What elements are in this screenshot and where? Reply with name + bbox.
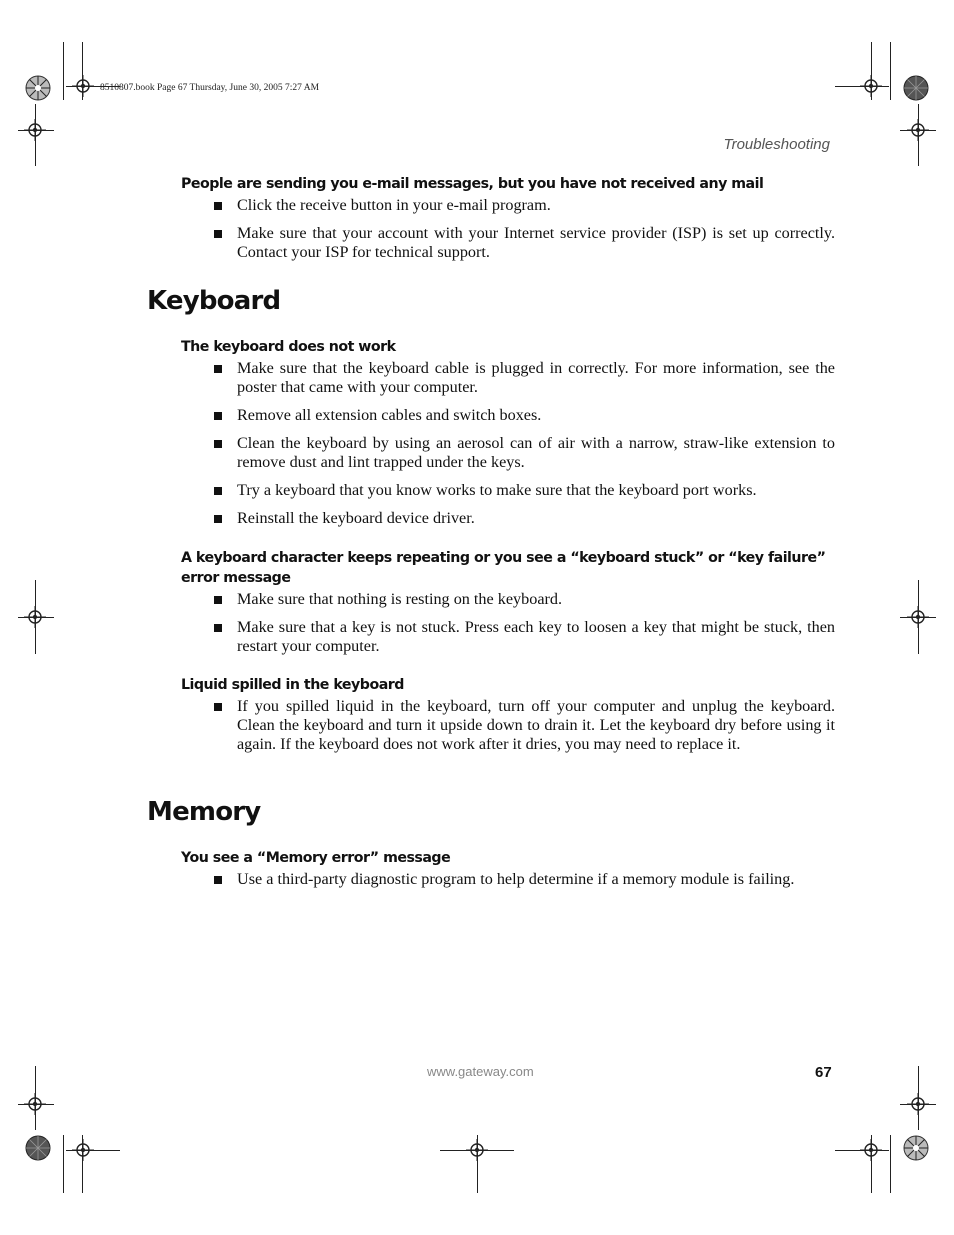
bullet-icon [214, 596, 222, 604]
bullet-icon [214, 230, 222, 238]
registration-crosshair-icon [24, 606, 46, 628]
registration-crosshair-icon [860, 75, 882, 97]
list-item-text: Make sure that the keyboard cable is plugged in correctly. For more information, see the poster that came with your computer. [237, 359, 835, 396]
crop-line [63, 1135, 64, 1193]
list-item-text: If you spilled liquid in the keyboard, turn off your computer and unplug the keyboard. Clean the keyboard and turn it upside down to drain it. Let the keyboard dry before using it again. If the keyboard does not work after it dries, you may need to replace it. [237, 697, 835, 753]
page-number: 67 [815, 1064, 832, 1081]
running-head: Troubleshooting [723, 136, 830, 153]
email-heading: People are sending you e-mail messages, but you have not received any mail [181, 176, 764, 192]
list-item [213, 406, 835, 425]
print-slug: 8510807.book Page 67 Thursday, June 30, 2005 7:27 AM [100, 83, 320, 93]
registration-crosshair-icon [72, 75, 94, 97]
list-item-text: Make sure that a key is not stuck. Press each key to loosen a key that might be stuck, then restart your computer. [237, 618, 835, 655]
crop-line [890, 42, 891, 100]
list-item-text: Make sure that nothing is resting on the keyboard. [237, 590, 563, 608]
bullet-icon [214, 202, 222, 210]
email-bullet-list [213, 196, 835, 271]
printer-rosette-icon [25, 75, 51, 101]
bullet-icon [214, 876, 222, 884]
bullet-icon [214, 624, 222, 632]
registration-crosshair-icon [24, 1093, 46, 1115]
crop-line [890, 1135, 891, 1193]
bullet-icon [214, 515, 222, 523]
list-item [213, 196, 835, 215]
list-item-text: Click the receive button in your e-mail program. [237, 196, 551, 214]
list-item [213, 618, 835, 656]
registration-crosshair-icon [907, 119, 929, 141]
crop-line [63, 42, 64, 100]
registration-crosshair-icon [907, 606, 929, 628]
list-item [213, 224, 835, 262]
keyboard-not-work-heading: The keyboard does not work [181, 339, 396, 355]
list-item [213, 359, 835, 397]
registration-crosshair-icon [466, 1139, 488, 1161]
list-item-text: Clean the keyboard by using an aerosol can of air with a narrow, straw-like extension to remove dust and lint trapped under the keys. [237, 434, 835, 471]
list-item [213, 870, 835, 889]
memory-title: Memory [147, 797, 261, 827]
list-item [213, 434, 835, 472]
keyboard-liquid-heading: Liquid spilled in the keyboard [181, 677, 404, 693]
footer-url: www.gateway.com [427, 1064, 534, 1079]
list-item [213, 590, 835, 609]
bullet-icon [214, 487, 222, 495]
list-item-text: Reinstall the keyboard device driver. [237, 509, 475, 527]
bullet-icon [214, 703, 222, 711]
keyboard-liquid-list [213, 697, 835, 763]
list-item [213, 481, 835, 500]
list-item-text: Make sure that your account with your Internet service provider (ISP) is set up correctly. Contact your ISP for technical support. [237, 224, 835, 261]
list-item-text: Use a third-party diagnostic program to help determine if a memory module is failing. [237, 870, 795, 888]
memory-error-heading: You see a “Memory error” message [181, 850, 451, 866]
keyboard-not-work-list [213, 359, 835, 537]
bullet-icon [214, 365, 222, 373]
list-item-text: Remove all extension cables and switch boxes. [237, 406, 542, 424]
memory-error-list [213, 870, 835, 898]
registration-crosshair-icon [72, 1139, 94, 1161]
registration-crosshair-icon [24, 119, 46, 141]
list-item [213, 509, 835, 528]
printer-rosette-icon [903, 1135, 929, 1161]
keyboard-title: Keyboard [147, 286, 281, 316]
keyboard-repeating-heading-cont: error message [181, 570, 291, 586]
keyboard-repeating-heading: A keyboard character keeps repeating or you see a “keyboard stuck” or “key failure” [181, 550, 826, 566]
list-item [213, 697, 835, 754]
bullet-icon [214, 440, 222, 448]
list-item-text: Try a keyboard that you know works to make sure that the keyboard port works. [237, 481, 757, 499]
bullet-icon [214, 412, 222, 420]
registration-crosshair-icon [907, 1093, 929, 1115]
printer-rosette-icon [903, 75, 929, 101]
registration-crosshair-icon [860, 1139, 882, 1161]
keyboard-repeating-list [213, 590, 835, 665]
printer-rosette-icon [25, 1135, 51, 1161]
